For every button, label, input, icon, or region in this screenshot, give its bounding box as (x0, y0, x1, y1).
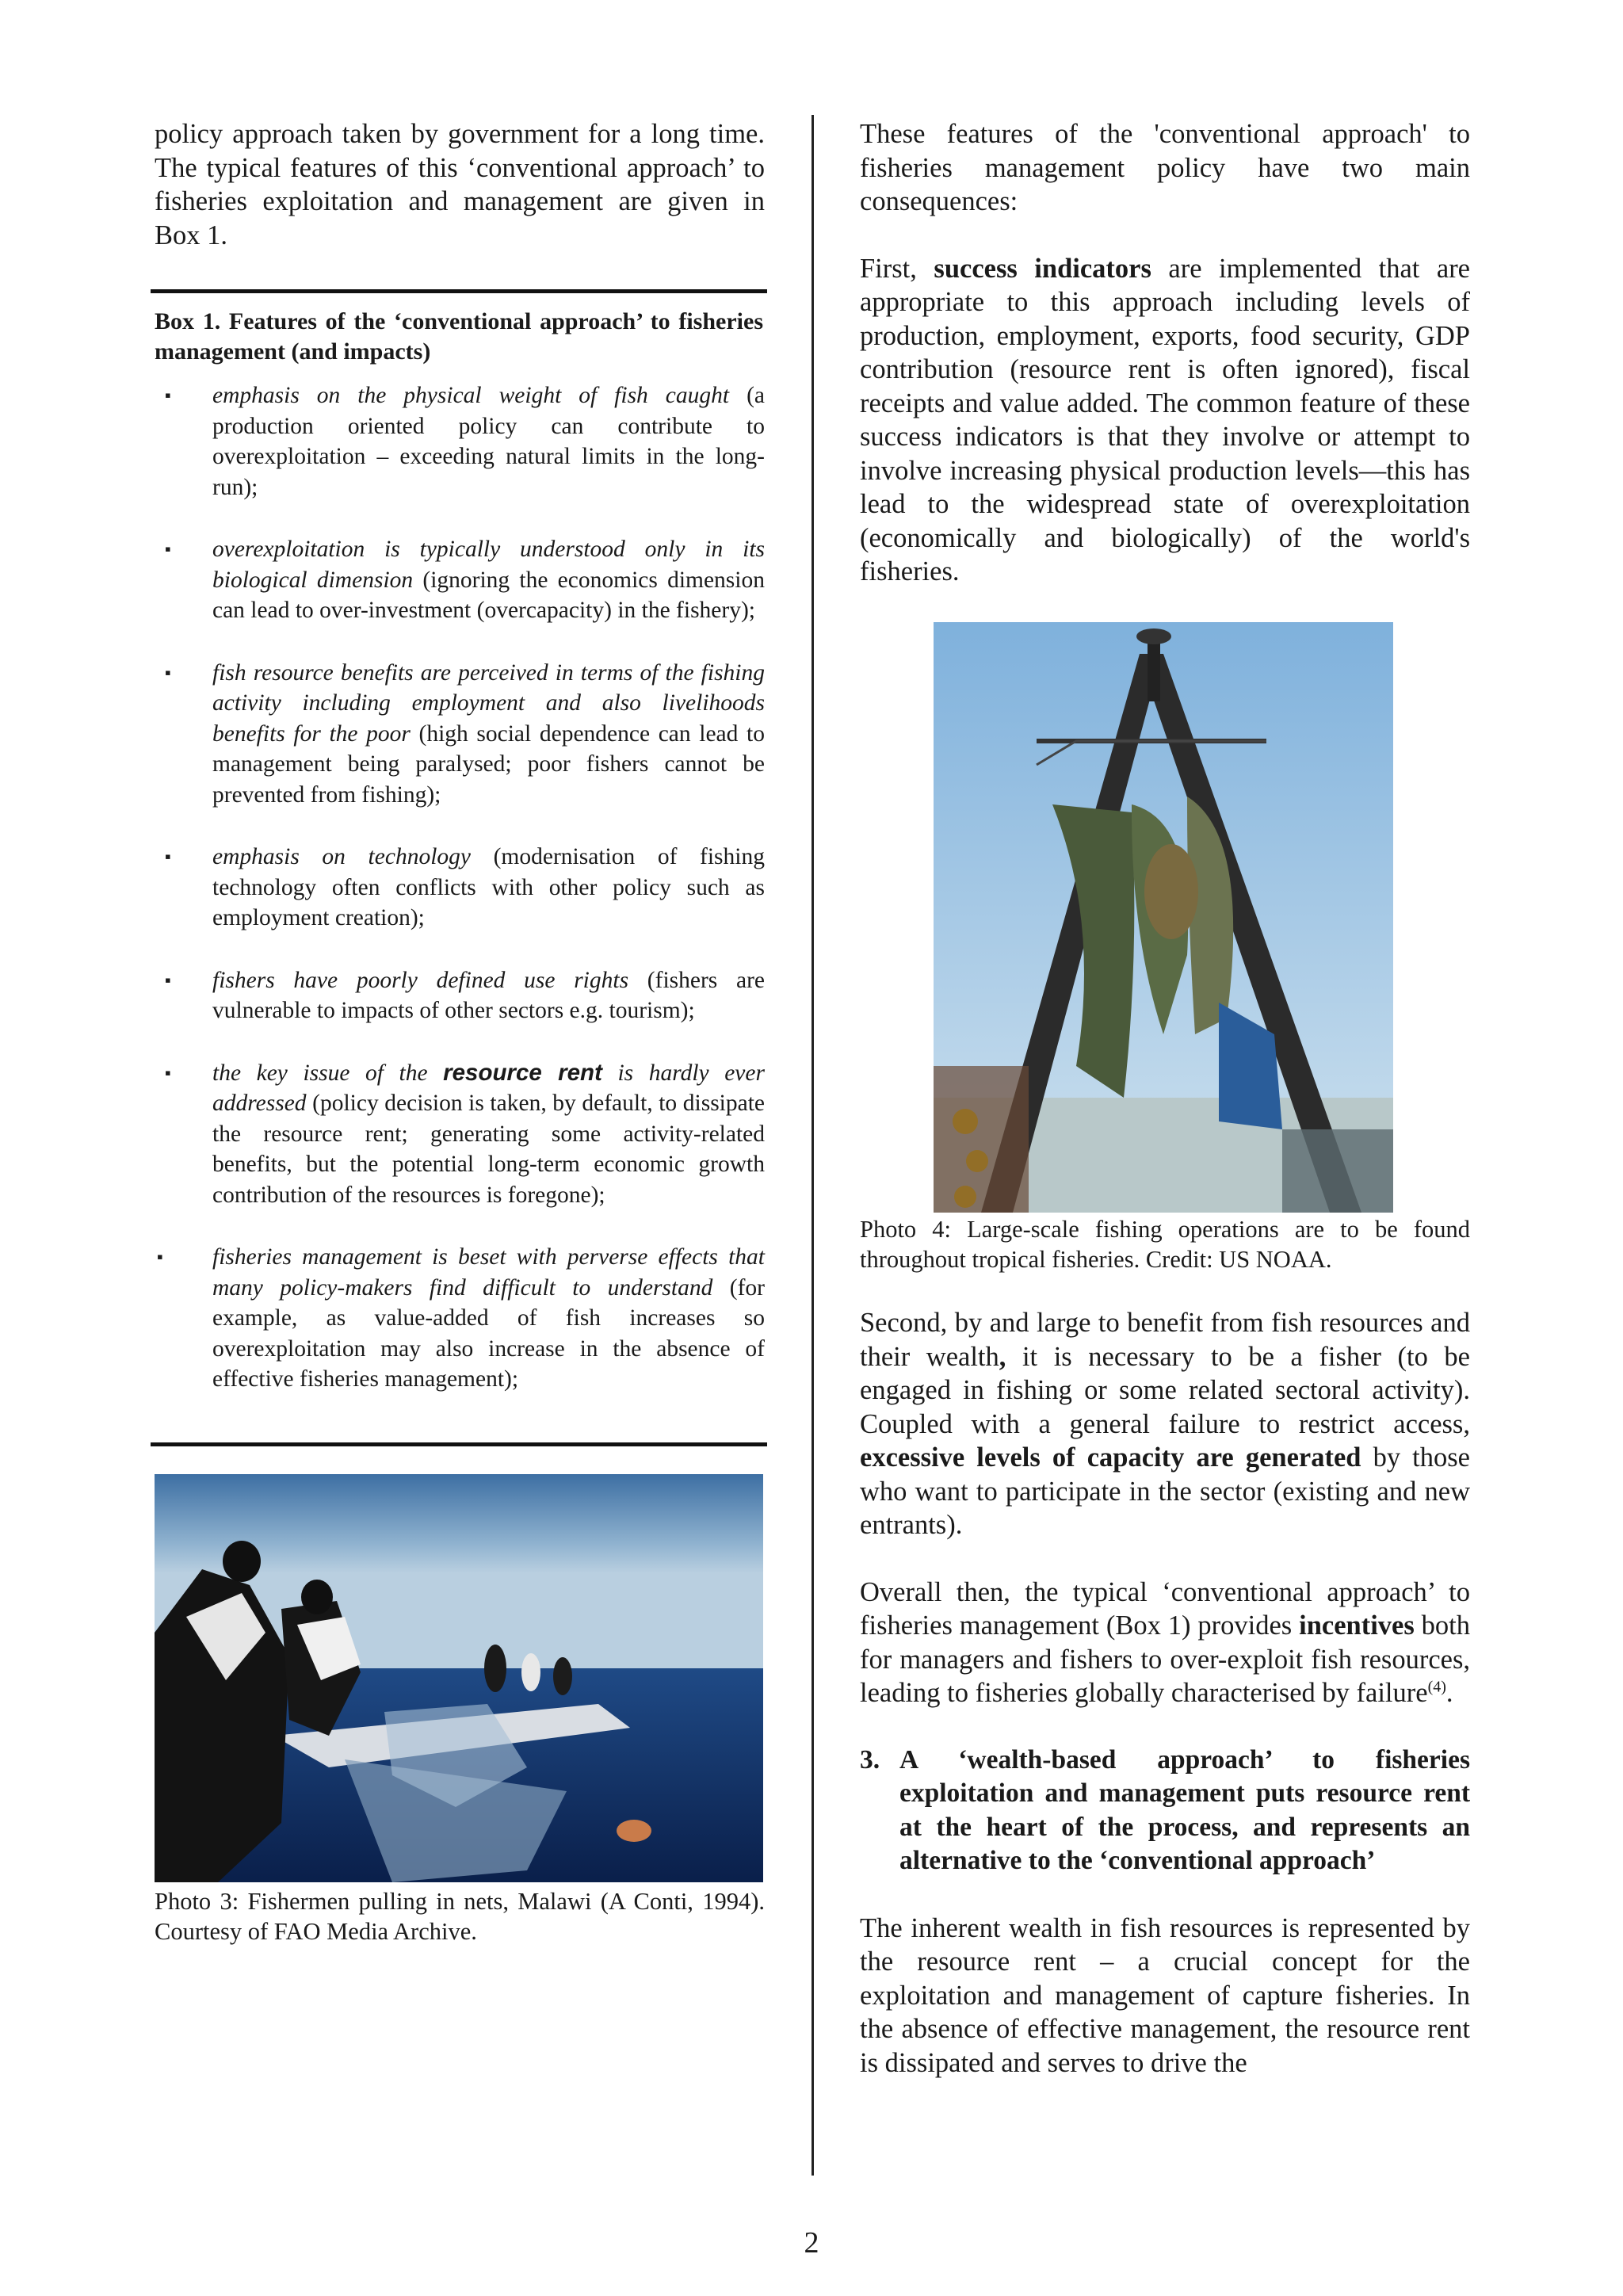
item-italic: fishers have poorly defined use rights (212, 967, 629, 993)
item-italic: is hardly ever addressed (212, 1060, 765, 1116)
box-list-item (151, 658, 767, 811)
wealth-paragraph: The inherent wealth in fish resources is represented by the resource rent – a crucial concept for the exploitation and management of capture fisheries. In the absence of effective management, the resource rent is dissipated and serves to drive the (860, 1912, 1470, 2078)
box-list-item (151, 965, 767, 1026)
photo4-caption: Photo 4: Large-scale fishing operations are to be found throughout tropical fisheries. Credit: US NOAA. (860, 1216, 1470, 1273)
p4-text-mid: both for managers and fishers to over-exploit fish resources, leading to fisheries globally characterised by failure (860, 1610, 1471, 1708)
item-text: (fishers are vulnerable to impacts of other sectors e.g. tourism); (212, 967, 766, 1023)
p2-text: First, (860, 253, 934, 284)
photo3-caption: Photo 3: Fishermen pulling in nets, Malawi (A Conti, 1994). Courtesy of FAO Media Archive. (155, 1888, 765, 1945)
bullet-icon: ▪ (165, 846, 171, 866)
right-column-lower (860, 1306, 1470, 2080)
bullet-icon: ▪ (165, 539, 171, 559)
item-text: (modernisation of fishing technology often conflicts with other policy such as employment creation); (212, 844, 765, 930)
item-italic: the key issue of the (212, 1060, 444, 1086)
page-number: 2 (804, 2226, 819, 2260)
intro-paragraph: policy approach taken by government for a long time. The typical features of this ‘conventional approach’ to fisheries exploitation and management are given in Box 1. (155, 119, 765, 250)
second-consequence-paragraph (860, 1306, 1470, 1542)
p4-text-end: . (1445, 1678, 1453, 1708)
bullet-icon: ▪ (157, 1247, 163, 1266)
item-text: (high social dependence can lead to management being paralysed; poor fishers cannot be prevented from fishing); (212, 720, 765, 808)
footnote-ref: (4) (1427, 1678, 1446, 1696)
column-divider (812, 115, 814, 2176)
bullet-icon: ▪ (165, 662, 171, 682)
right-column (860, 117, 1470, 589)
item-text: (for example, as value-added of fish increases so overexploitation may also increase in the absence of effective fisheries management); (212, 1274, 765, 1392)
left-column (155, 117, 765, 252)
photo-fishing-vessel (934, 622, 1393, 1213)
p4-text: Overall then, the typical ‘conventional approach’ to fisheries management (Box 1) provides (860, 1576, 1470, 1641)
p3-text: Second, by and large to benefit from fish resources and their wealth (860, 1308, 1470, 1372)
box-list-item (151, 842, 767, 934)
consequences-paragraph: These features of the 'conventional approach' to fisheries management policy have two main consequences: (860, 119, 1470, 216)
item-italic: fish resource benefits are perceived in terms of the fishing activity including employment and also livelihoods benefits for the poor (212, 659, 765, 747)
box-title: Box 1. Features of the ‘conventional approach’ to fisheries management (and impacts) (155, 308, 763, 365)
item-italic: emphasis on technology (212, 844, 471, 869)
box-list (151, 380, 767, 1395)
p2-bold: success indicators (934, 253, 1151, 284)
p3-comma: , (999, 1341, 1006, 1372)
bullet-icon: ▪ (165, 385, 171, 405)
p3-text-mid: it is necessary to be a fisher (to be engaged in fishing or some related sectoral activity). Coupled with a general failure to restrict access, (860, 1341, 1470, 1439)
section-title: A ‘wealth-based approach’ to fisheries exploitation and management puts resource rent at the heart of the process, and represents an alternative to the ‘conventional approach’ (899, 1744, 1470, 1875)
box-list-item (151, 534, 767, 626)
section-number: 3. (860, 1744, 880, 1775)
item-text: (policy decision is taken, by default, to dissipate the resource rent; generating some activity-related benefits, but the potential long-term economic growth contribution of the resources is foregone); (212, 1091, 765, 1208)
box-list-item (151, 1242, 767, 1395)
section-3-heading (860, 1744, 1470, 1878)
item-bold: resource rent (443, 1059, 602, 1086)
item-italic: emphasis on the physical weight of fish caught (212, 383, 730, 408)
p3-bold: excessive levels of capacity are generated (860, 1442, 1361, 1473)
box-list-item (151, 1058, 767, 1211)
success-indicators-paragraph (860, 252, 1470, 589)
box-list-item (151, 380, 767, 502)
photo-fishermen-malawi (155, 1474, 763, 1882)
item-italic: overexploitation is typically understood only in its biological dimension (212, 537, 765, 593)
p3-text-rest: by those who want to participate in the sector (existing and new entrants). (860, 1442, 1470, 1540)
box-1 (151, 289, 767, 1446)
p2-text-rest: are implemented that are appropriate to this approach including levels of production, employment, exports, food security, GDP contribution (resource rent is often ignored), fiscal receipts and value added. The common feature of these success indicators is that they involve or attempt to involve increasing physical production levels—this has lead to the widespread state of overexploitation (economically and biologically) of the world's fisheries. (860, 253, 1470, 586)
bullet-icon: ▪ (165, 969, 171, 990)
item-italic: fisheries management is beset with perverse effects that many policy-makers find difficult to understand (212, 1244, 765, 1301)
item-text: (a production oriented policy can contribute to overexploitation – exceeding natural limits in the long-run); (212, 383, 765, 500)
p4-bold: incentives (1299, 1610, 1415, 1641)
overall-paragraph (860, 1576, 1470, 1710)
item-text: (ignoring the economics dimension can lead to over-investment (overcapacity) in the fishery); (212, 567, 765, 623)
bullet-icon: ▪ (165, 1062, 171, 1083)
